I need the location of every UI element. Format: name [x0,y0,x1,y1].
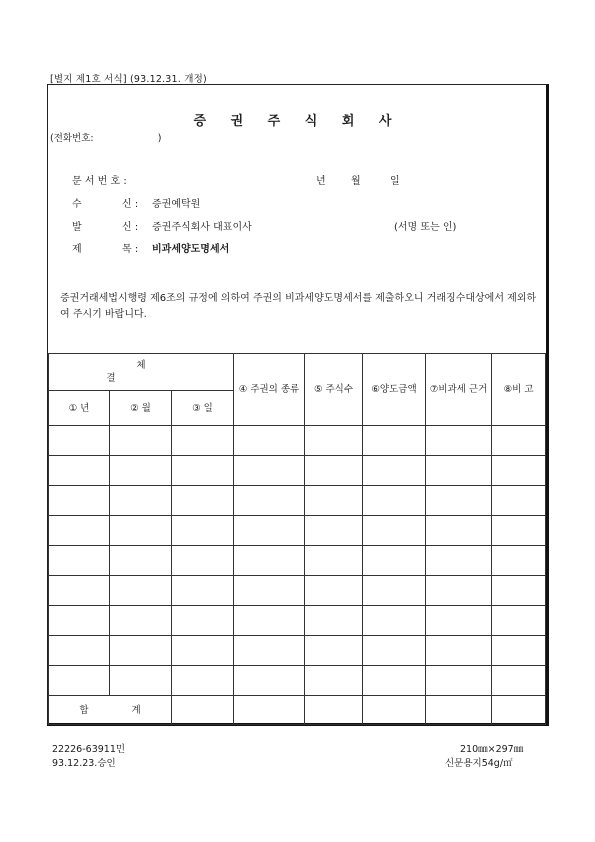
table-cell[interactable] [172,426,234,456]
col-basis-header: ⑦비과세 근거 [426,354,492,426]
table-cell[interactable] [426,666,492,696]
table-cell[interactable] [172,666,234,696]
table-cell[interactable] [172,696,234,725]
table-cell[interactable] [234,546,305,576]
table-row [49,666,546,696]
table-cell[interactable] [363,486,426,516]
company-title: 증 권 주 식 회 사 [193,114,402,129]
table-cell[interactable] [172,486,234,516]
table-cell[interactable] [363,516,426,546]
table-cell[interactable] [426,696,492,725]
table-cell[interactable] [110,576,172,606]
sender-label-2: 신 : [122,222,139,233]
table-cell[interactable] [110,456,172,486]
table-row [49,486,546,516]
table-cell[interactable] [234,696,305,725]
col-type-header: ④ 주권의 종류 [234,354,305,426]
table-cell[interactable] [492,696,546,725]
phone-close: ) [157,133,162,144]
table-cell[interactable] [492,426,546,456]
table-cell[interactable] [172,606,234,636]
table-cell[interactable] [426,636,492,666]
table-cell[interactable] [492,516,546,546]
sender-value: 증권주식회사 대표이사 [152,222,252,233]
phone-line [50,130,161,144]
table-cell[interactable] [426,486,492,516]
doc-no-label: 문 서 번 호 : [72,176,127,187]
table-cell[interactable] [305,606,363,636]
table-cell[interactable] [305,486,363,516]
month-label: 월 [351,176,361,187]
transfer-table [48,353,546,725]
table-cell[interactable] [110,426,172,456]
table-cell[interactable] [110,606,172,636]
table-cell[interactable] [492,456,546,486]
table-row [49,516,546,546]
table-cell[interactable] [492,666,546,696]
table-row [49,636,546,666]
table-cell[interactable] [363,576,426,606]
footer-approval: 93.12.23.승인 [52,758,116,769]
table-cell[interactable] [110,486,172,516]
table-cell[interactable] [492,576,546,606]
total-row [49,696,546,725]
settlement-header: 체 결 [49,354,234,391]
recipient-label: 수 [72,199,82,210]
table-cell[interactable] [110,636,172,666]
table-cell[interactable] [49,576,110,606]
table-cell[interactable] [363,546,426,576]
table-cell[interactable] [110,666,172,696]
day-label: 일 [390,176,400,187]
table-cell[interactable] [49,426,110,456]
table-cell[interactable] [492,606,546,636]
col-month-header: ② 월 [110,391,172,426]
table-cell[interactable] [49,516,110,546]
table-cell[interactable] [234,426,305,456]
table-cell[interactable] [363,606,426,636]
body-text: 증권거래세법시행령 제6조의 규정에 의하여 주권의 비과세양도명세서를 제출하오니 거래징수대상에서 제외하여 주시기 바랍니다. [60,293,537,320]
phone-label: (전화번호: [50,133,94,144]
table-cell[interactable] [49,456,110,486]
table-cell[interactable] [49,636,110,666]
table-cell[interactable] [305,636,363,666]
subject-label-2: 목 : [122,244,139,255]
col-amount-header: ⑥양도금액 [363,354,426,426]
table-cell[interactable] [426,426,492,456]
table-cell[interactable] [426,606,492,636]
table-cell[interactable] [234,606,305,636]
year-label: 년 [316,176,326,187]
table-row [49,426,546,456]
table-cell[interactable] [234,666,305,696]
table-cell[interactable] [305,426,363,456]
form-note: [별지 제1호 서식] (93.12.31. 개정) [50,74,207,85]
subject-label: 제 [72,244,82,255]
footer-paper: 신문용지54g/㎡ [445,758,513,769]
table-cell[interactable] [363,666,426,696]
col-day-header: ③ 일 [172,391,234,426]
col-remarks-header: ⑧비 고 [492,354,546,426]
table-cell[interactable] [172,546,234,576]
footer-code: 22226-63911민 [52,744,126,755]
table-cell[interactable] [305,546,363,576]
table-cell[interactable] [172,516,234,546]
table-cell[interactable] [172,636,234,666]
table-cell[interactable] [492,546,546,576]
table-cell[interactable] [426,456,492,486]
table-cell[interactable] [363,636,426,666]
table-cell[interactable] [305,666,363,696]
signature-note: (서명 또는 인) [394,222,457,233]
table-cell[interactable] [426,576,492,606]
table-cell[interactable] [49,606,110,636]
recipient-value: 증권예탁원 [152,199,201,210]
table-cell[interactable] [492,636,546,666]
table-cell[interactable] [234,486,305,516]
table-cell[interactable] [305,456,363,486]
table-cell[interactable] [426,516,492,546]
table-cell[interactable] [305,516,363,546]
table-cell[interactable] [234,576,305,606]
subject-value: 비과세양도명세서 [152,244,230,255]
recipient-label-2: 신 : [122,199,139,210]
footer-size: 210㎜×297㎜ [460,744,524,755]
table-cell[interactable] [234,636,305,666]
table-cell[interactable] [426,546,492,576]
table-cell[interactable] [234,516,305,546]
table-row [49,546,546,576]
table-cell[interactable] [305,696,363,725]
table-cell[interactable] [110,546,172,576]
table-cell[interactable] [492,486,546,516]
table-cell[interactable] [172,576,234,606]
table-cell[interactable] [305,576,363,606]
table-cell[interactable] [110,516,172,546]
total-label: 합 계 [49,696,172,725]
table-cell[interactable] [49,546,110,576]
table-cell[interactable] [49,666,110,696]
table-cell[interactable] [363,456,426,486]
table-cell[interactable] [172,456,234,486]
sender-label: 발 [72,222,82,233]
table-cell[interactable] [49,486,110,516]
table-row [49,606,546,636]
col-shares-header: ⑤ 주식수 [305,354,363,426]
table-cell[interactable] [363,696,426,725]
table-row [49,456,546,486]
table-cell[interactable] [234,456,305,486]
table-cell[interactable] [363,426,426,456]
table-row [49,576,546,606]
col-year-header: ① 년 [49,391,110,426]
